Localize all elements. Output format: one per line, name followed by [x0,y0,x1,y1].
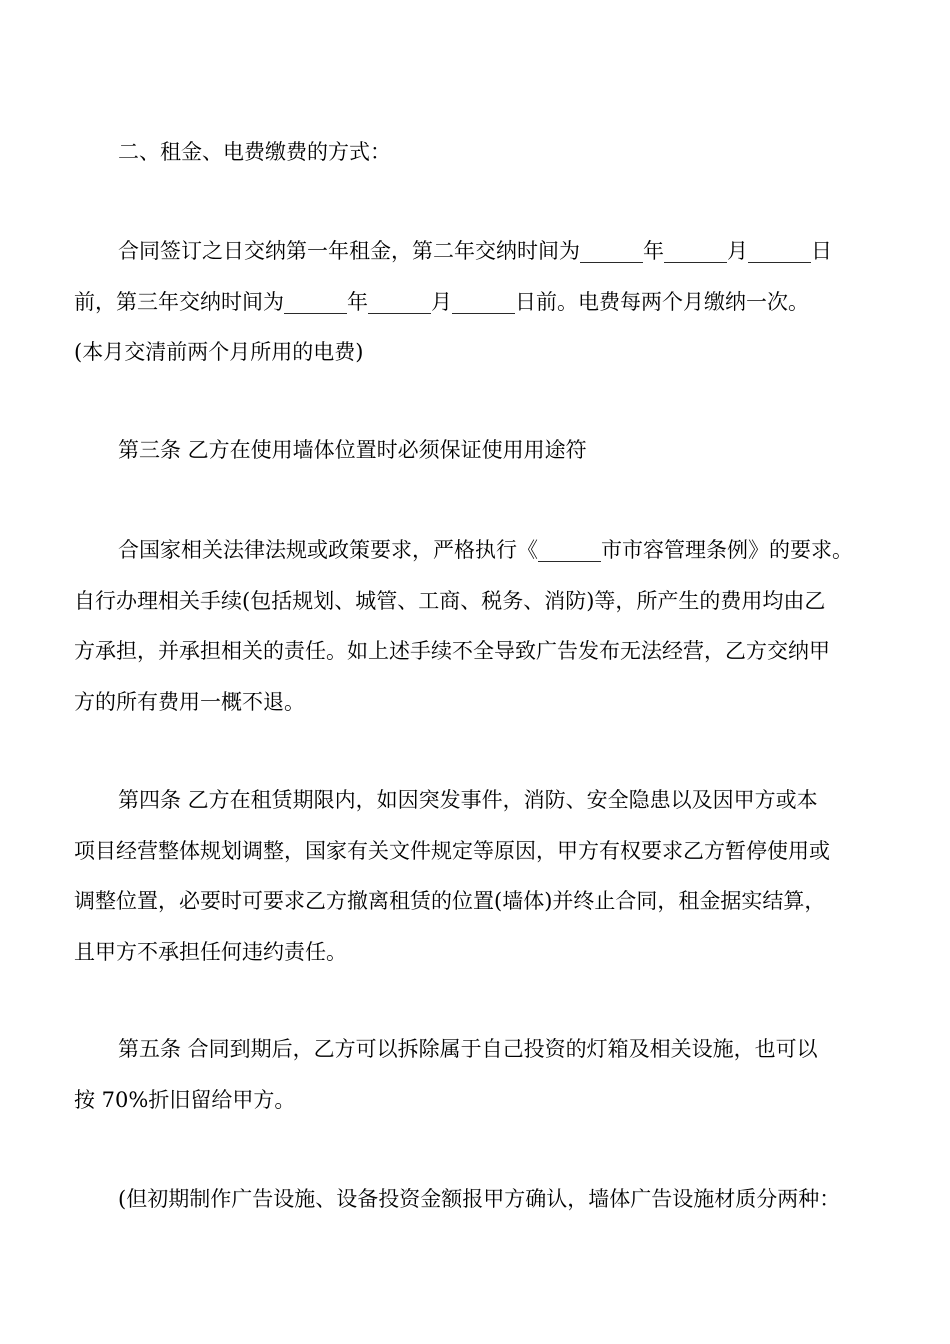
paragraph-line: (本月交清前两个月所用的电费) [74,340,364,364]
article-three-paragraph [74,525,879,727]
paragraph-line: 项目经营整体规划调整，国家有关文件规定等原因，甲方有权要求乙方暂停使用或 [74,838,830,863]
paragraph-line: 第四条 乙方在租赁期限内，如因突发事件，消防、安全隐患以及因甲方或本 [118,788,818,812]
paragraph-line: 合同签订之日交纳第一年租金，第二年交纳时间为______年______月______日 [118,239,832,263]
section-two-heading [74,127,879,178]
paragraph-line: 调整位置，必要时可要求乙方撤离租赁的位置(墙体)并终止合同，租金据实结算， [74,889,826,913]
heading-line: 第三条 乙方在使用墙体位置时必须保证使用用途符 [118,438,587,462]
paragraph-line: 合国家相关法律法规或政策要求，严格执行《______市市容管理条例》的要求。 [118,538,853,562]
article-three-heading [74,425,879,476]
paragraph-line: 自行办理相关手续(包括规划、城管、工商、税务、消防)等，所产生的费用均由乙 [74,588,826,613]
paragraph-line: 且甲方不承担任何违约责任。 [74,939,347,964]
article-four-paragraph [74,775,879,977]
article-five-paragraph [74,1024,879,1125]
paragraph-line: 按 70%折旧留给甲方。 [74,1087,296,1112]
paragraph-line: 方承担，并承担相关的责任。如上述手续不全导致广告发布无法经营，乙方交纳甲 [74,639,830,663]
heading-line: 二、租金、电费缴费的方式： [118,140,391,164]
payment-paragraph [74,226,879,378]
paragraph-line: 前，第三年交纳时间为______年______月______日前。电费每两个月缴纳一次。 [74,289,809,314]
paragraph-line: 第五条 合同到期后，乙方可以拆除属于自己投资的灯箱及相关设施，也可以 [118,1037,818,1061]
paragraph-line: (但初期制作广告设施、设备投资金额报甲方确认，墙体广告设施材质分两种： [118,1187,841,1211]
note-paragraph [74,1174,879,1225]
paragraph-line: 方的所有费用一概不退。 [74,689,305,714]
